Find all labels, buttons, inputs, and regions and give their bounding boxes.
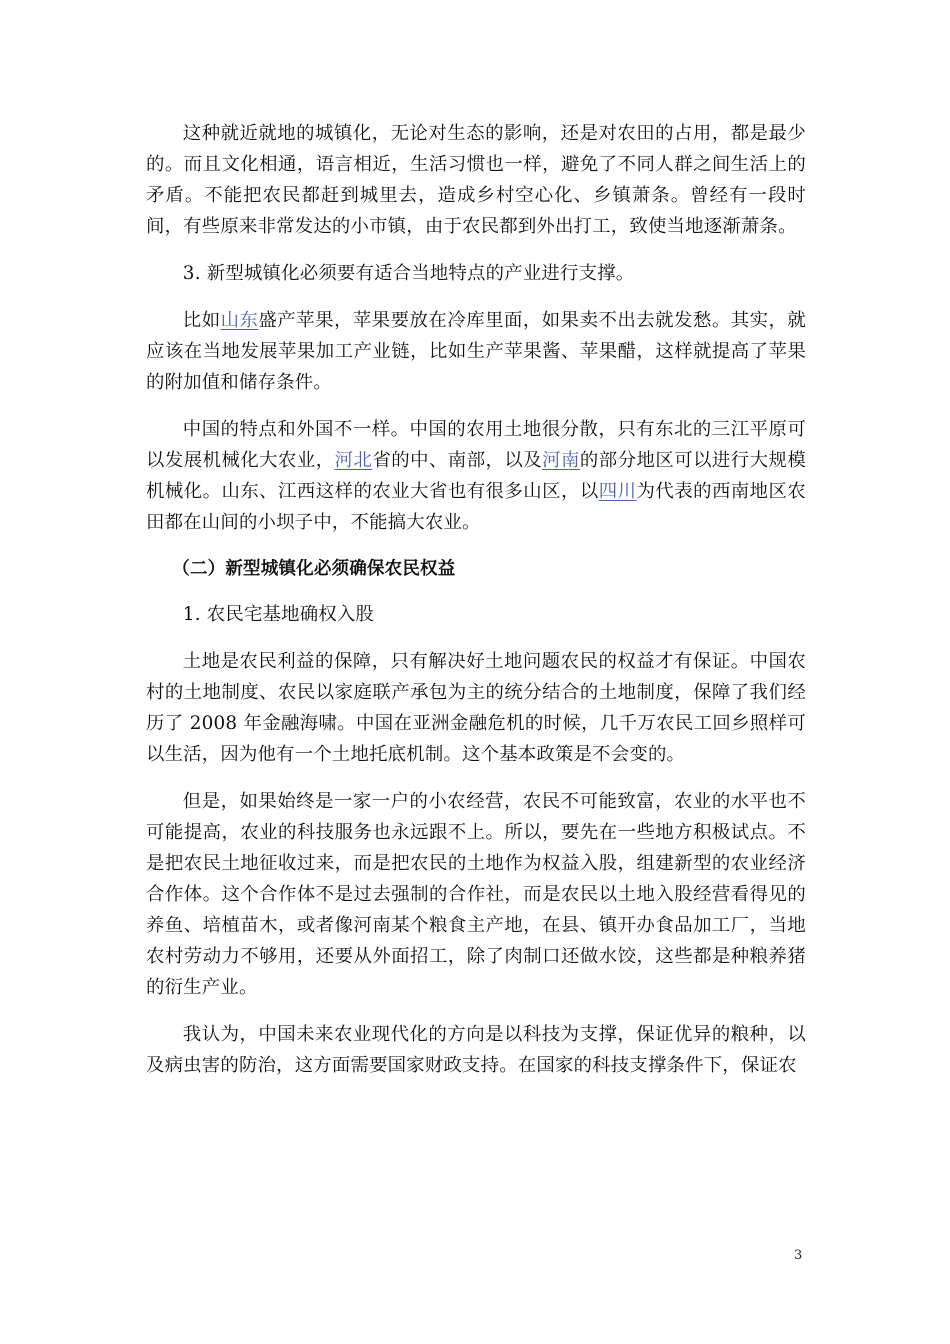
text-segment: 为代表的西南地区农田都在山间的小坝子中，不能搞大农业。: [146, 481, 806, 533]
list-item-3-industry-support: 3. 新型城镇化必须要有适合当地特点的产业进行支撑。: [182, 263, 635, 284]
text-segment: 盛产苹果，苹果要放在冷库里面，如果卖不出去就发愁。其实，就应该在当地发展苹果加工产业链，比如生产苹果酱、苹果醋，这样就提高了苹果的附加值和储存条件。: [146, 310, 806, 393]
text-segment: 的部分地区可以进行大规模机械化。山东、江西这样的农业大省也有很多山区，以: [146, 450, 806, 502]
link-henan[interactable]: 河南: [542, 450, 580, 471]
paragraph-land-guarantee: 土地是农民利益的保障，只有解决好土地问题农民的权益才有保证。中国农村的土地制度、农民以家庭联产承包为主的统分结合的土地制度，保障了我们经历了 2008 年金融海啸。中国在亚洲金融危机的时候，几千万农民工回乡照样可以生活，因为他有一个土地托底机制。这个基本政策是不会变的。: [146, 651, 806, 765]
link-sichuan[interactable]: 四川: [598, 481, 637, 502]
link-shandong[interactable]: 山东: [220, 310, 259, 331]
paragraph-small-farming: 但是，如果始终是一家一户的小农经营，农民不可能致富，农业的水平也不可能提高，农业的科技服务也永远跟不上。所以，要先在一些地方积极试点。不是把农民土地征收过来，而是把农民的土地作为权益入股，组建新型的农业经济合作体。这个合作体不是过去强制的合作社，而是农民以土地入股经营看得见的养鱼、培植苗木，或者像河南某个粮食主产地，在县、镇开办食品加工厂，当地农村劳动力不够用，还要从外面招工，除了肉制口还做水饺，这些都是种粮养猪的衍生产业。: [146, 791, 806, 998]
section-heading-farmer-rights: （二）新型城镇化必须确保农民权益: [172, 559, 456, 579]
page-number: 3: [794, 1248, 803, 1263]
paragraph-shandong-apples: [146, 305, 806, 398]
link-hebei[interactable]: 河北: [334, 450, 373, 471]
paragraph-agri-modernization: 我认为，中国未来农业现代化的方向是以科技为支撑，保证优异的粮种，以及病虫害的防治，这方面需要国家财政支持。在国家的科技支撑条件下，保证农: [146, 1024, 806, 1076]
text-segment: 省的中、南部，以及: [372, 450, 543, 471]
paragraph-china-land-features: [146, 414, 806, 538]
text-segment: 中国的特点和外国不一样。中国的农用土地很分散，只有东北的三江平原可以发展机械化大农业，: [146, 419, 806, 471]
paragraph-urbanization-nearby: 这种就近就地的城镇化，无论对生态的影响，还是对农田的占用，都是最少的。而且文化相通，语言相近，生活习惯也一样，避免了不同人群之间生活上的矛盾。不能把农民都赶到城里去，造成乡村空心化、乡镇萧条。曾经有一段时间，有些原来非常发达的小市镇，由于农民都到外出打工，致使当地逐渐萧条。: [146, 123, 806, 237]
list-item-1-homestead: 1. 农民宅基地确权入股: [182, 604, 375, 625]
text-segment: 比如: [182, 310, 221, 331]
document-body: [146, 118, 806, 1081]
